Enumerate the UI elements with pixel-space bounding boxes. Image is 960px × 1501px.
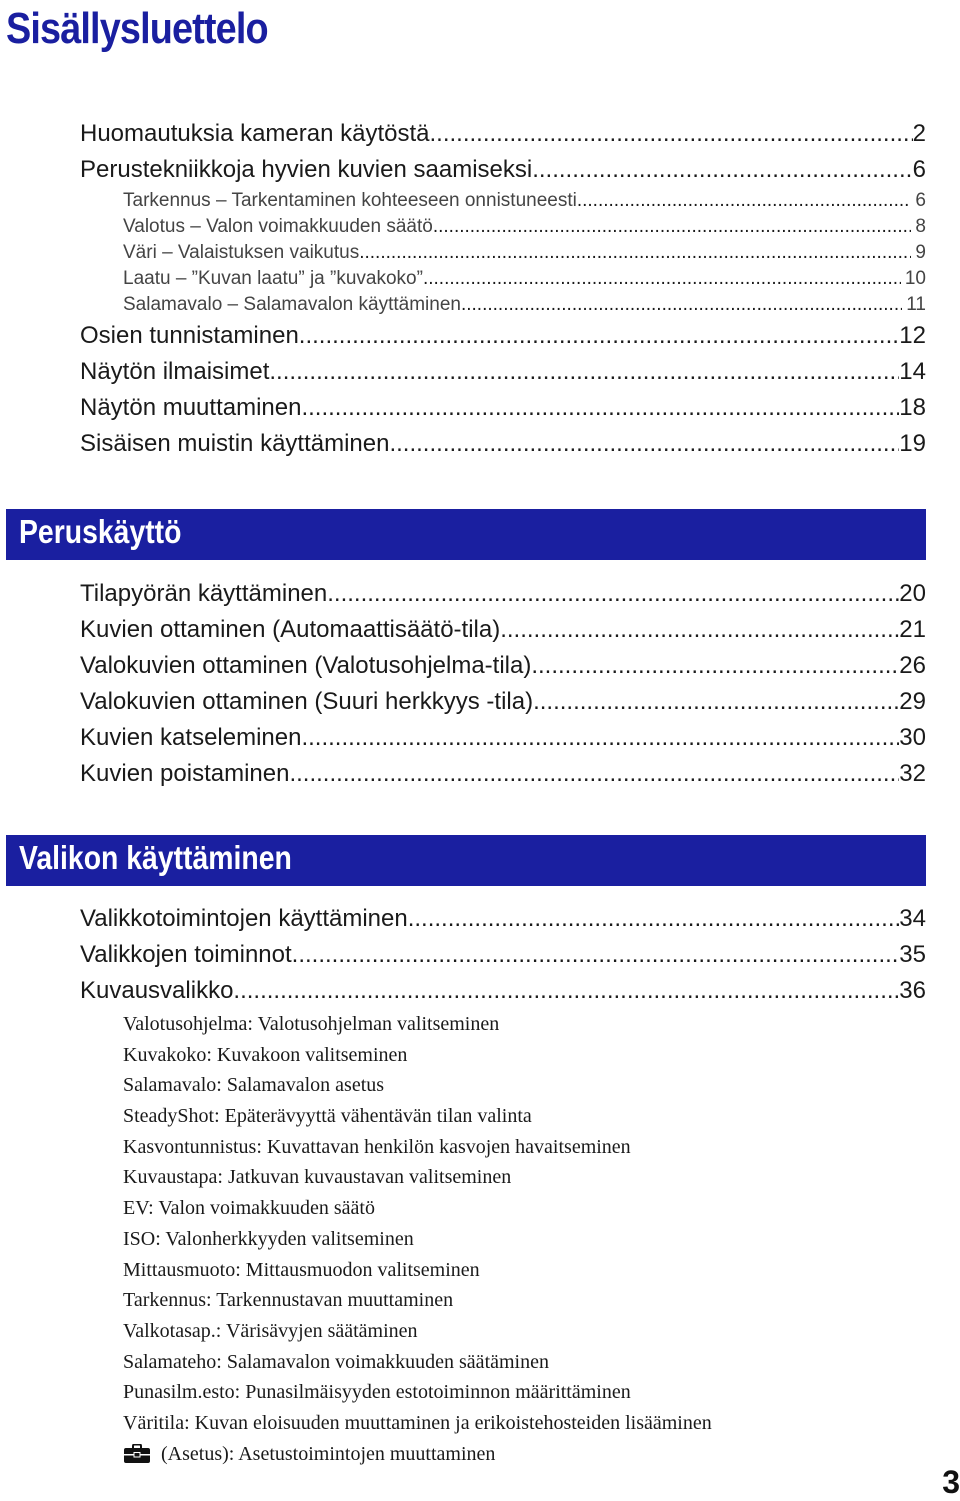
menu-subitem[interactable]: Valkotasap.: Värisävyjen säätäminen <box>123 1319 418 1342</box>
toc-entry-label: Valokuvien ottaminen (Valotusohjelma-tila) <box>80 652 532 679</box>
toc-subentry[interactable] <box>80 266 926 292</box>
menu-subitem[interactable]: Salamavalo: Salamavalon asetus <box>123 1074 385 1097</box>
toc-entry[interactable] <box>80 354 926 390</box>
page-number: 3 <box>942 1464 960 1500</box>
menu-subitem[interactable]: SteadyShot: Epäterävyyttä vähentävän tilan valinta <box>123 1105 532 1128</box>
toc-entry-label: Perustekniikkoja hyvien kuvien saamiseksi <box>80 156 533 183</box>
leader-dots <box>533 684 899 720</box>
toc-entry[interactable] <box>80 937 926 973</box>
toc-entry-label: Valikkojen toiminnot <box>80 941 292 968</box>
toc-entry-page: 6 <box>912 156 926 183</box>
menu-subitem[interactable]: Väritila: Kuvan eloisuuden muuttaminen ja erikoistehosteiden lisääminen <box>123 1411 712 1434</box>
toc-entry-page: 11 <box>906 294 926 315</box>
leader-dots <box>531 648 899 684</box>
leader-dots <box>423 266 901 292</box>
leader-dots <box>500 612 899 648</box>
section-heading-basic <box>6 509 926 560</box>
toc-entry[interactable] <box>80 648 926 684</box>
toc-entry-label: Valotus – Valon voimakkuuden säätö <box>123 216 433 237</box>
toc-entry[interactable] <box>80 901 926 937</box>
toc-entry-label: Sisäisen muistin käyttäminen <box>80 430 390 457</box>
toc-entry-label: Huomautuksia kameran käytöstä <box>80 120 430 147</box>
leader-dots <box>532 152 912 188</box>
toc-subentry[interactable] <box>80 240 926 266</box>
leader-dots <box>461 292 902 318</box>
leader-dots <box>389 426 899 462</box>
menu-subitem[interactable]: Kuvakoko: Kuvakoon valitseminen <box>123 1043 408 1066</box>
menu-subitem[interactable]: ISO: Valonherkkyyden valitseminen <box>123 1227 414 1250</box>
toc-entry-label: Kuvausvalikko <box>80 977 234 1004</box>
toc-entry-label: Kuvien ottaminen (Automaattisäätö-tila) <box>80 616 501 643</box>
leader-dots <box>433 214 912 240</box>
menu-subitem-setup[interactable] <box>123 1439 712 1470</box>
toc-entry-page: 20 <box>899 580 926 607</box>
toc-entry-label: Näytön ilmaisimet <box>80 358 270 385</box>
toc-entry-page: 10 <box>904 268 926 289</box>
toc-entry-page: 26 <box>899 652 926 679</box>
leader-dots <box>301 390 899 426</box>
leader-dots <box>327 576 899 612</box>
toc-subentry[interactable] <box>80 214 926 240</box>
menu-subitem-label: (Asetus): Asetustoimintojen muuttaminen <box>161 1442 496 1465</box>
toolbox-icon <box>123 1444 151 1464</box>
section-heading-label: Valikon käyttäminen <box>19 839 292 876</box>
toc-entry[interactable] <box>80 756 926 792</box>
menu-subitem[interactable]: Kasvontunnistus: Kuvattavan henkilön kasvojen havaitseminen <box>123 1135 631 1158</box>
toc-intro <box>80 116 926 462</box>
leader-dots <box>408 901 900 937</box>
toc-entry-page: 18 <box>899 394 926 421</box>
toc-entry-page: 12 <box>899 322 926 349</box>
toc-entry-page: 19 <box>899 430 926 457</box>
leader-dots <box>289 756 899 792</box>
leader-dots <box>233 973 899 1009</box>
leader-dots <box>299 318 900 354</box>
toc-entry-page: 21 <box>899 616 926 643</box>
toc-entry-page: 8 <box>915 216 926 237</box>
toc-entry-page: 34 <box>899 905 926 932</box>
toc-entry-label: Valokuvien ottaminen (Suuri herkkyys -tila) <box>80 688 534 715</box>
toc-entry-label: Valikkotoimintojen käyttäminen <box>80 905 408 932</box>
toc-entry[interactable] <box>80 390 926 426</box>
leader-dots <box>577 188 912 214</box>
toc-entry-page: 32 <box>899 760 926 787</box>
menu-subitem[interactable]: Salamateho: Salamavalon voimakkuuden säätäminen <box>123 1350 549 1373</box>
toc-entry-page: 2 <box>912 120 926 147</box>
toc-entry-label: Kuvien katseleminen <box>80 724 302 751</box>
toc-subentry[interactable] <box>80 188 926 214</box>
menu-subitem[interactable]: Tarkennus: Tarkennustavan muuttaminen <box>123 1289 454 1312</box>
menu-subitems <box>123 1009 712 1469</box>
toc-menu <box>80 901 926 1009</box>
toc-subentry[interactable] <box>80 292 926 318</box>
menu-subitem[interactable]: Kuvaustapa: Jatkuvan kuvaustavan valitseminen <box>123 1166 512 1189</box>
leader-dots <box>430 116 913 152</box>
toc-entry[interactable] <box>80 152 926 188</box>
menu-subitem[interactable]: Punasilm.esto: Punasilmäisyyden estotoiminnon määrittäminen <box>123 1381 631 1404</box>
toc-entry[interactable] <box>80 426 926 462</box>
section-heading-menu <box>6 835 926 886</box>
toc-entry-label: Väri – Valaistuksen vaikutus <box>123 242 360 263</box>
toc-entry-page: 29 <box>899 688 926 715</box>
toc-entry[interactable] <box>80 318 926 354</box>
menu-subitem[interactable]: EV: Valon voimakkuuden säätö <box>123 1197 375 1220</box>
toc-entry-label: Kuvien poistaminen <box>80 760 290 787</box>
section-heading-label: Peruskäyttö <box>19 513 182 550</box>
menu-subitem[interactable]: Mittausmuoto: Mittausmuodon valitseminen <box>123 1258 480 1281</box>
toc-entry-label: Näytön muuttaminen <box>80 394 302 421</box>
toc-basic <box>80 576 926 792</box>
toc-entry-page: 36 <box>899 977 926 1004</box>
toc-entry-page: 35 <box>899 941 926 968</box>
page-title: Sisällysluettelo <box>6 4 268 53</box>
toc-entry[interactable] <box>80 973 926 1009</box>
toc-entry[interactable] <box>80 576 926 612</box>
toc-entry-page: 30 <box>899 724 926 751</box>
toc-entry-page: 14 <box>899 358 926 385</box>
leader-dots <box>292 937 900 973</box>
toc-entry-label: Salamavalo – Salamavalon käyttäminen <box>123 294 461 315</box>
toc-entry-label: Laatu – ”Kuvan laatu” ja ”kuvakoko” <box>123 268 423 289</box>
toc-entry[interactable] <box>80 684 926 720</box>
leader-dots <box>301 720 899 756</box>
toc-entry-page: 9 <box>915 242 926 263</box>
toc-entry-label: Tilapyörän käyttäminen <box>80 580 328 607</box>
toc-entry-page: 6 <box>915 190 926 211</box>
toc-entry-label: Osien tunnistaminen <box>80 322 299 349</box>
leader-dots <box>269 354 899 390</box>
toc-entry[interactable] <box>80 720 926 756</box>
menu-subitem[interactable]: Valotusohjelma: Valotusohjelman valitseminen <box>123 1013 500 1035</box>
toc-entry[interactable] <box>80 116 926 152</box>
toc-entry-label: Tarkennus – Tarkentaminen kohteeseen onnistuneesti <box>123 190 577 211</box>
toc-entry[interactable] <box>80 612 926 648</box>
leader-dots <box>359 240 911 266</box>
